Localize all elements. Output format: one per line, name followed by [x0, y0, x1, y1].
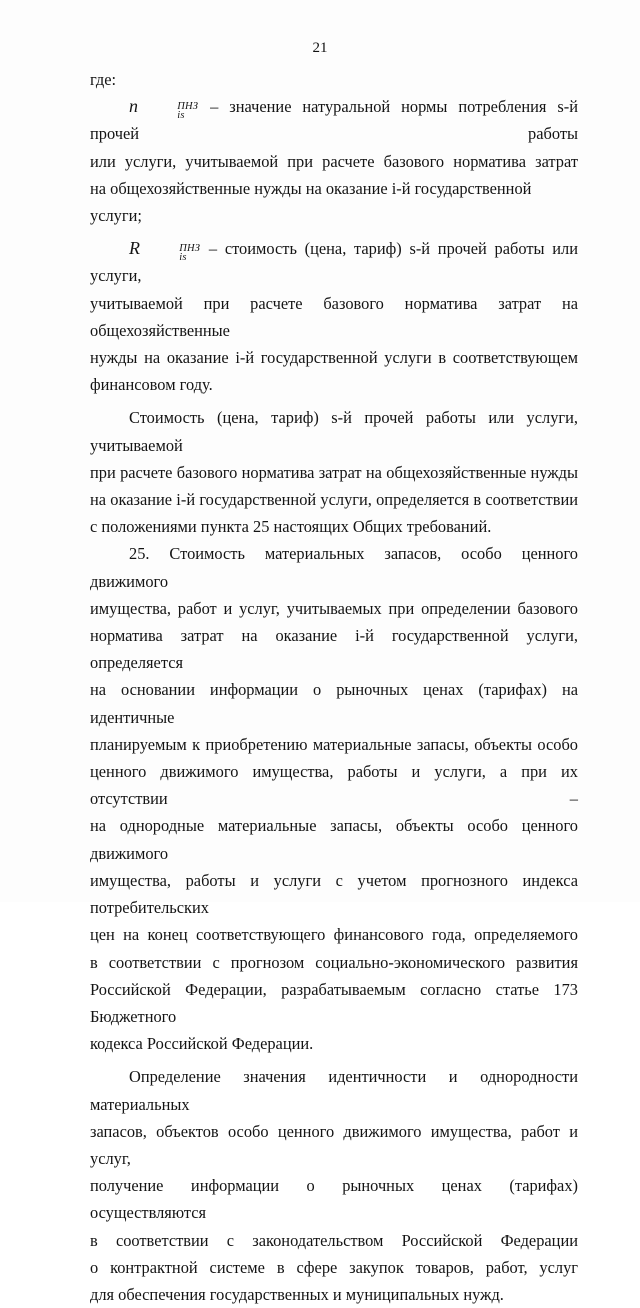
- paragraph-line: получение информации о рыночных ценах (тарифах) осуществляются: [90, 1176, 578, 1223]
- paragraph-line: Российской Федерации, разрабатываемым согласно статье 173 Бюджетного: [90, 979, 578, 1026]
- formula-symbol-r: R ПНЗ is: [129, 238, 201, 264]
- formula-symbol-n: n ПНЗ is: [129, 96, 199, 122]
- paragraph-line: на основании информации о рыночных ценах (тарифах) на идентичные: [90, 680, 578, 727]
- definition-line: на общехозяйственные нужды на оказание i-й государственной услуги;: [90, 178, 532, 226]
- paragraph-line: на оказание i-й государственной услуги, определяется в соответствии: [90, 490, 578, 510]
- definition-line: n ПНЗ is – значение натуральной нормы потребления s-й прочей работы: [90, 96, 578, 144]
- paragraph-cost: [90, 404, 578, 540]
- paragraph-identity: [90, 1063, 578, 1308]
- definition-n: [90, 93, 578, 229]
- paragraph-line: в соответствии с законодательством Российской Федерации: [90, 1230, 578, 1250]
- where-label: где:: [90, 70, 117, 89]
- paragraph-line: при расчете базового норматива затрат на общехозяйственные нужды: [90, 462, 578, 482]
- paragraph-line: имущества, работы и услуги с учетом прогнозного индекса потребительских: [90, 870, 578, 918]
- paragraph-line: норматива затрат на оказание i-й государственной услуги, определяется: [90, 626, 578, 673]
- definition-line: или услуги, учитываемой при расчете базового норматива затрат: [90, 151, 578, 171]
- paragraph-line: в соответствии с прогнозом социально-экономического развития: [90, 952, 578, 972]
- paragraph-line: запасов, объектов особо ценного движимого имущества, работ и услуг,: [90, 1121, 578, 1168]
- paragraph-line: о контрактной системе в сфере закупок товаров, работ, услуг: [90, 1257, 578, 1277]
- paragraph-line: кодекса Российской Федерации.: [90, 1034, 314, 1054]
- paragraph-line: имущества, работ и услуг, учитываемых при определении базового: [90, 598, 578, 618]
- paragraph-line: Определение значения идентичности и однородности материальных: [90, 1067, 578, 1114]
- paragraph-line: 25. Стоимость материальных запасов, особо ценного движимого: [90, 544, 578, 591]
- definition-line: учитываемой при расчете базового норматива затрат на общехозяйственные: [90, 293, 578, 340]
- document-body: [90, 66, 578, 1308]
- page-number: 21: [312, 40, 328, 56]
- paragraph-line: с положениями пункта 25 настоящих Общих требований.: [90, 517, 492, 537]
- paragraph-line: на однородные материальные запасы, объекты особо ценного движимого: [90, 816, 578, 863]
- definition-r: [90, 235, 578, 398]
- paragraph-line: ценного движимого имущества, работы и услуги, а при их отсутствии –: [90, 762, 578, 809]
- paragraph-line: Стоимость (цена, тариф) s-й прочей работы или услуги, учитываемой: [90, 408, 578, 455]
- paragraph-clause-25: [90, 540, 578, 1057]
- definition-line: нужды на оказание i-й государственной услуги в соответствующем: [90, 348, 578, 368]
- definition-line: R ПНЗ is – стоимость (цена, тариф) s-й прочей работы или услуги,: [90, 238, 578, 286]
- definition-line: финансовом году.: [90, 375, 213, 395]
- paragraph-line: планируемым к приобретению материальные запасы, объекты особо: [90, 734, 578, 754]
- paragraph-line: цен на конец соответствующего финансового года, определяемого: [90, 925, 578, 945]
- paragraph-line: для обеспечения государственных и муниципальных нужд.: [90, 1284, 504, 1304]
